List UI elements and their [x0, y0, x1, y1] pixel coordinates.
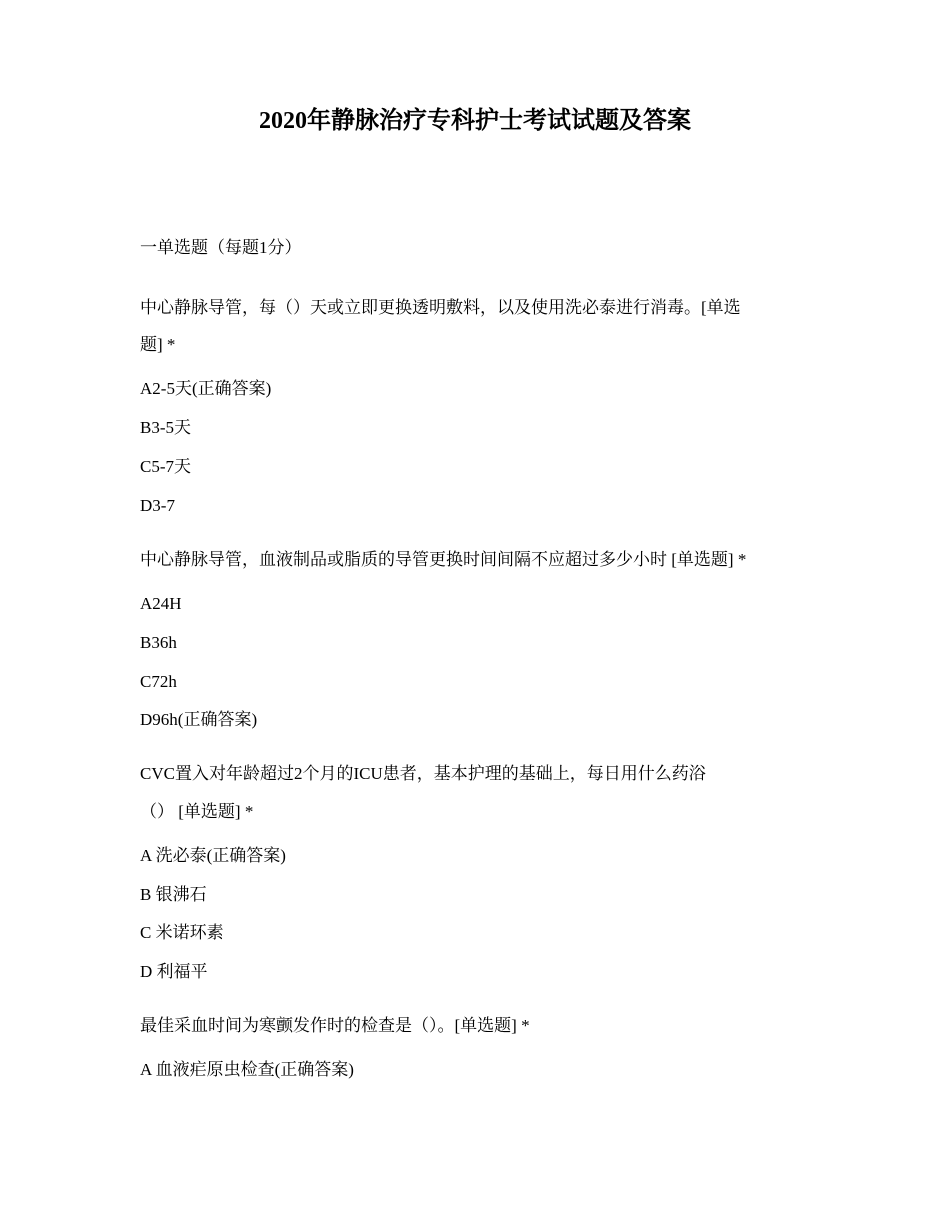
question-2-option-b: B36h [140, 633, 177, 652]
question-3-stem-line-1: CVC置入对年龄超过2个月的ICU患者，基本护理的基础上，每日用什么药浴 [140, 764, 706, 783]
section-heading: 一单选题（每题1分） [140, 238, 302, 257]
question-1-stem-line-2: 题] * [140, 335, 176, 354]
question-1-stem-line-1: 中心静脉导管，每（）天或立即更换透明敷料，以及使用洗必泰进行消毒。[单选 [140, 298, 741, 317]
question-3-stem-line-2: （） [单选题] * [140, 802, 254, 821]
document-title: 2020年静脉治疗专科护士考试试题及答案 [259, 108, 691, 134]
question-1-option-c: C5-7天 [140, 457, 191, 476]
question-2-stem-line-1: 中心静脉导管，血液制品或脂质的导管更换时间间隔不应超过多少小时 [单选题] * [140, 550, 747, 569]
question-4-option-a: A 血液疟原虫检查(正确答案) [140, 1060, 354, 1079]
question-1-option-d: D3-7 [140, 496, 175, 515]
question-2-option-c: C72h [140, 672, 177, 691]
question-3-option-c: C 米诺环素 [140, 923, 224, 942]
question-3-option-a: A 洗必泰(正确答案) [140, 846, 286, 865]
question-2-option-a: A24H [140, 594, 182, 613]
question-1-option-a: A2-5天(正确答案) [140, 379, 272, 398]
question-3-option-d: D 利福平 [140, 962, 208, 981]
question-4-stem-line-1: 最佳采血时间为寒颤发作时的检查是（）。[单选题] * [140, 1016, 530, 1035]
question-1-option-b: B3-5天 [140, 418, 191, 437]
question-3-option-b: B 银沸石 [140, 885, 207, 904]
question-2-option-d: D96h(正确答案) [140, 710, 258, 729]
